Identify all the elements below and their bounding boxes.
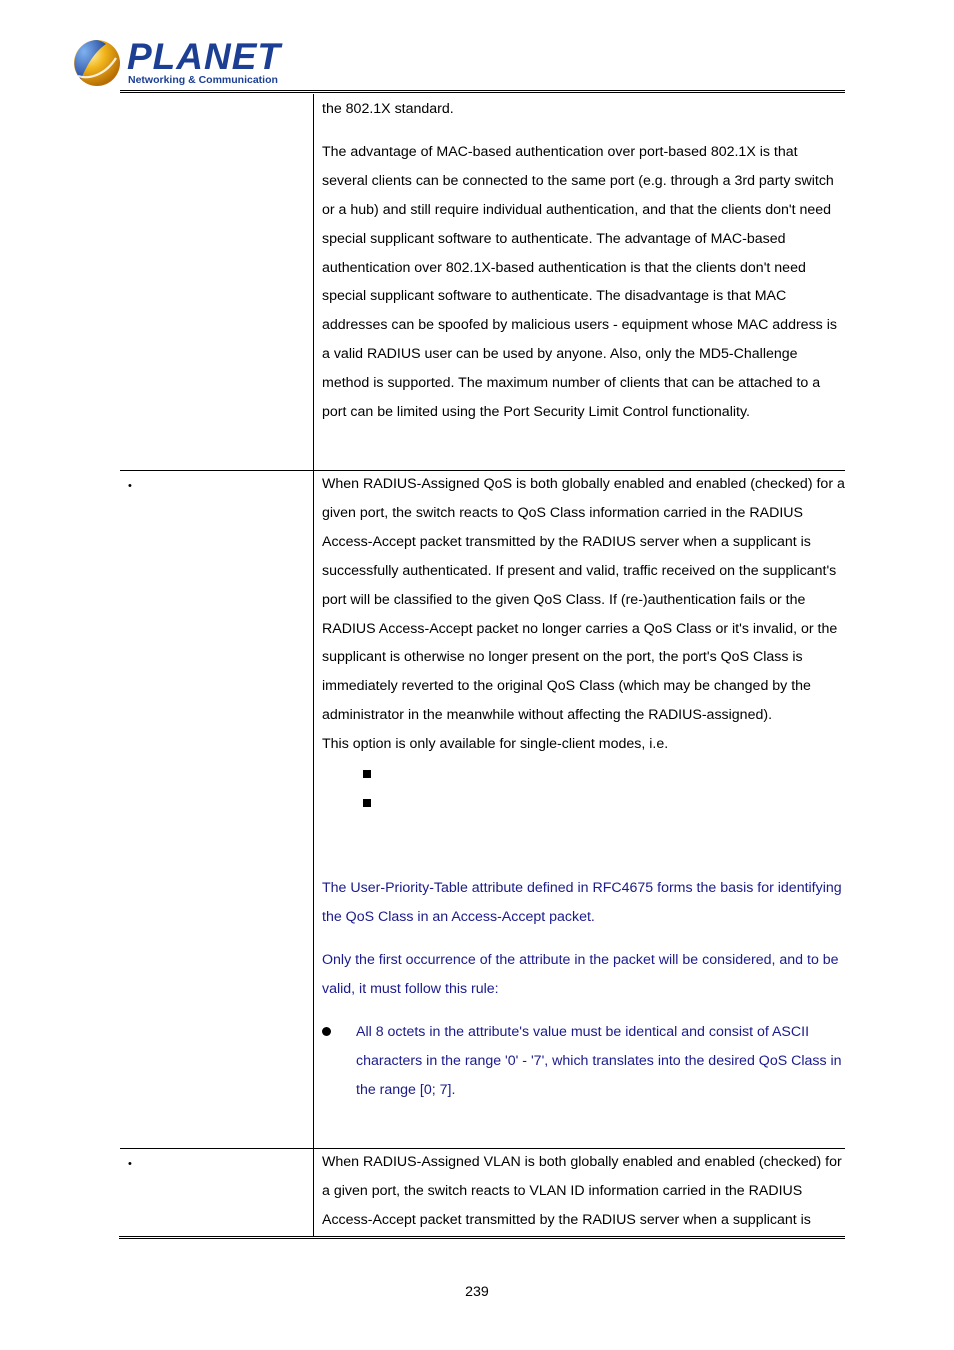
header-rule (120, 90, 845, 93)
table-row (120, 1149, 845, 1238)
table-row (120, 94, 845, 471)
planet-logo (72, 36, 281, 90)
brand-name: PLANET (127, 36, 281, 77)
list-item (322, 759, 845, 788)
parameter-cell (120, 1149, 314, 1238)
parameter-cell (120, 471, 314, 1149)
parameter-table (120, 94, 845, 1237)
description-text: This option is only available for single-client modes, i.e. (322, 736, 669, 753)
page-number: 239 (465, 1284, 489, 1300)
description-text: When RADIUS-Assigned VLAN is both globally enabled and enabled (checked) for a given port, the switch reacts to VLAN ID information carried in the RADIUS Access-Accept packet transmitted by the RADIUS server when a supplicant is (322, 1154, 842, 1228)
description-cell (314, 1149, 846, 1238)
note-text: Only the first occurrence of the attribute in the packet will be considered, and to be valid, it must follow this rule: (322, 951, 839, 997)
description-text: The advantage of MAC-based authentication over port-based 802.1X is that several clients can be connected to the same port (e.g. through a 3rd party switch or a hub) and still require individual authentication, and that the clients don't need special supplicant software to authenticate. The advantage of MAC-based authentication over 802.1X-based authentication is that the clients don't need special supplicant software to authenticate. The disadvantage is that MAC addresses can be spoofed by malicious users - equipment whose MAC address is a valid RADIUS user can be used by anyone. Also, only the MD5-Challenge method is supported. The maximum number of clients that can be attached to a port can be limited using the Port Security Limit Control functionality. (322, 143, 837, 421)
parameter-bullet: • (128, 480, 132, 492)
footer-rule (119, 1236, 845, 1239)
globe-logo-icon (72, 38, 122, 88)
dot-bullet-icon (322, 1027, 331, 1036)
note-text: The User-Priority-Table attribute defined in RFC4675 forms the basis for identifying the QoS Class in an Access-Accept packet. (322, 880, 842, 925)
description-cell (314, 94, 846, 471)
rule-text: All 8 octets in the attribute's value must be identical and consist of ASCII characters in the range '0' - '7', which translates into the desired QoS Class in the range [0; 7]. (356, 1023, 842, 1098)
rule-list-item (322, 1018, 845, 1105)
brand-tagline: Networking & Communication (128, 74, 278, 86)
square-bullet-icon (363, 770, 371, 778)
description-text: When RADIUS-Assigned QoS is both globally enabled and enabled (checked) for a given port, the switch reacts to QoS Class information carried in the RADIUS Access-Accept packet transmitted by the RADIUS server when a supplicant is successfully authenticated. If present and valid, traffic received on the supplicant's port will be classified to the given QoS Class. If (re-)authentication fails or the RADIUS Access-Accept packet no longer carries a QoS Class or it's invalid, or the supplicant is otherwise no longer present on the port, the port's QoS Class is immediately reverted to the original QoS Class (which may be changed by the administrator in the meanwhile without affecting the RADIUS-assigned). (322, 476, 845, 724)
square-bullet-icon (363, 799, 371, 807)
list-item (322, 788, 845, 817)
mode-list (322, 759, 845, 817)
description-text: the 802.1X standard. (322, 101, 454, 117)
parameter-cell (120, 94, 314, 471)
parameter-bullet: • (128, 1158, 132, 1170)
table-row (120, 471, 845, 1149)
description-cell (314, 471, 846, 1149)
